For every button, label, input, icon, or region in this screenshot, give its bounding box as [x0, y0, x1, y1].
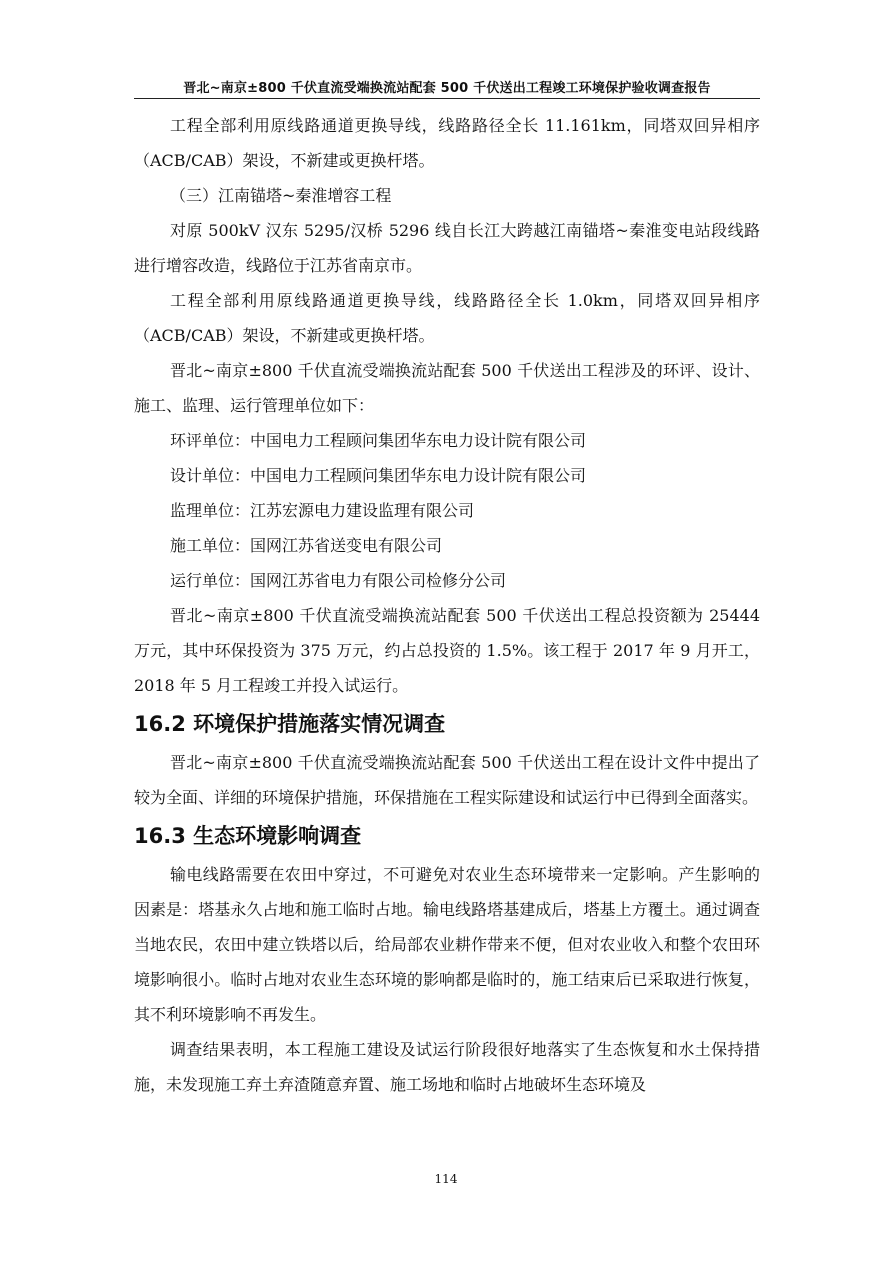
- paragraph: 晋北~南京±800 千伏直流受端换流站配套 500 千伏送出工程总投资额为 25444 万元，其中环保投资为 375 万元，约占总投资的 1.5%。该工程于 2017 年 9 月开工，2018 年 5 月工程竣工并投入试运行。: [134, 606, 760, 695]
- unit-line: 环评单位：中国电力工程顾问集团华东电力设计院有限公司: [170, 431, 587, 450]
- body-text: [134, 108, 760, 1102]
- unit-line: 设计单位：中国电力工程顾问集团华东电力设计院有限公司: [170, 466, 587, 485]
- paragraph: 晋北~南京±800 千伏直流受端换流站配套 500 千伏送出工程涉及的环评、设计、施工、监理、运行管理单位如下：: [134, 361, 760, 415]
- section-heading: 16.3 生态环境影响调查: [134, 824, 362, 848]
- paragraph: 工程全部利用原线路通道更换导线，线路路径全长 1.0km，同塔双回异相序（ACB/CAB）架设，不新建或更换杆塔。: [134, 291, 760, 345]
- header-rule: [134, 98, 760, 99]
- unit-line: 施工单位：国网江苏省送变电有限公司: [170, 536, 443, 555]
- unit-line: 运行单位：国网江苏省电力有限公司检修分公司: [170, 571, 507, 590]
- page-number: 114: [434, 1172, 458, 1186]
- paragraph: 工程全部利用原线路通道更换导线，线路路径全长 11.161km，同塔双回异相序（ACB/CAB）架设，不新建或更换杆塔。: [134, 116, 760, 170]
- running-header: 晋北~南京±800 千伏直流受端换流站配套 500 千伏送出工程竣工环境保护验收调查报告: [183, 81, 711, 96]
- paragraph: 对原 500kV 汉东 5295/汉桥 5296 线自长江大跨越江南锚塔~秦淮变电站段线路进行增容改造，线路位于江苏省南京市。: [134, 221, 760, 275]
- section-heading: 16.2 环境保护措施落实情况调查: [134, 712, 446, 736]
- paragraph: 输电线路需要在农田中穿过，不可避免对农业生态环境带来一定影响。产生影响的因素是：塔基永久占地和施工临时占地。输电线路塔基建成后，塔基上方覆土。通过调查当地农民，农田中建立铁塔以后，给局部农业耕作带来不便，但对农业收入和整个农田环境影响很小。临时占地对农业生态环境的影响都是临时的，施工结束后已采取进行恢复，其不利环境影响不再发生。: [134, 865, 760, 1024]
- paragraph: 晋北~南京±800 千伏直流受端换流站配套 500 千伏送出工程在设计文件中提出了较为全面、详细的环境保护措施，环保措施在工程实际建设和试运行中已得到全面落实。: [134, 753, 760, 807]
- unit-line: 监理单位：江苏宏源电力建设监理有限公司: [170, 501, 475, 520]
- paragraph: 调查结果表明，本工程施工建设及试运行阶段很好地落实了生态恢复和水土保持措施，未发现施工弃土弃渣随意弃置、施工场地和临时占地破坏生态环境及: [134, 1040, 760, 1094]
- subsection-label: （三）江南锚塔~秦淮增容工程: [170, 186, 392, 205]
